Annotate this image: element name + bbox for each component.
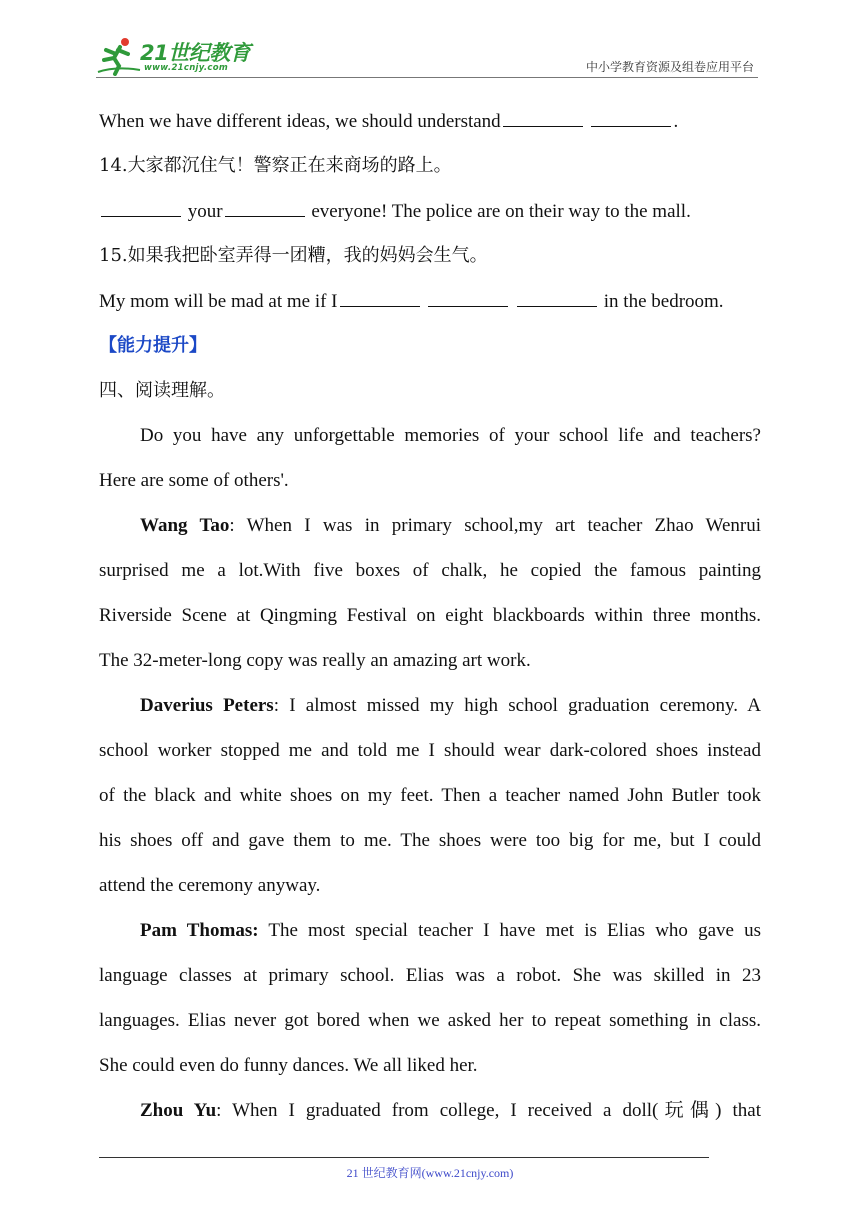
answer-blank <box>101 198 181 217</box>
answer-blank <box>517 288 597 307</box>
logo-text: 21世纪教育 <box>140 41 251 65</box>
answer-blank <box>591 108 671 127</box>
part-title: 四、阅读理解。 <box>99 380 225 401</box>
paragraph-line: surprised me a lot.With five boxes of chalk, he copied the famous painting <box>99 560 761 581</box>
q15-text-a: My mom will be mad at me if I <box>99 291 338 312</box>
header-tagline: 中小学教育资源及组卷应用平台 <box>585 60 754 74</box>
q14-text-a: your <box>187 201 223 222</box>
paragraph-line: She could even do funny dances. We all liked her. <box>99 1055 478 1076</box>
speaker-name: Zhou Yu <box>140 1100 217 1121</box>
footer-divider <box>99 1157 709 1158</box>
q14-text-b: everyone! The police are on their way to the mall. <box>311 201 691 222</box>
q14-english-line <box>99 198 761 225</box>
paragraph-line: attend the ceremony anyway. <box>99 875 321 896</box>
intro-line: Do you have any unforgettable memories of your school life and teachers? <box>140 425 761 446</box>
paragraph-line: Zhou Yu: When I graduated from college, I received a doll(玩偶) that <box>140 1100 761 1121</box>
q13-period: . <box>673 111 679 132</box>
speaker-name: Wang Tao <box>140 515 230 536</box>
paragraph-line: his shoes off and gave them to me. The shoes were too big for me, but I could <box>99 830 761 851</box>
q15-chinese: 15.如果我把卧室弄得一团糟，我的妈妈会生气。 <box>99 245 488 266</box>
site-logo <box>96 36 271 76</box>
header-divider <box>96 77 758 78</box>
paragraph-line: languages. Elias never got bored when we asked her to repeat something in class. <box>99 1010 761 1031</box>
logo-url: www.21cnjy.com <box>144 63 228 73</box>
speaker-name: Pam Thomas: <box>140 920 259 941</box>
paragraph-line: language classes at primary school. Elias was a robot. She was skilled in 23 <box>99 965 761 986</box>
paragraph-line: Wang Tao: When I was in primary school,my art teacher Zhao Wenrui <box>140 515 761 536</box>
q15-english-line <box>99 288 761 315</box>
intro-line: Here are some of others'. <box>99 470 289 491</box>
running-man-icon <box>96 36 142 76</box>
answer-blank <box>225 198 305 217</box>
paragraph-line: Daverius Peters: I almost missed my high school graduation ceremony. A <box>140 695 761 716</box>
q15-text-b: in the bedroom. <box>603 291 724 312</box>
answer-blank <box>503 108 583 127</box>
section-title: 【能力提升】 <box>99 335 207 356</box>
answer-blank <box>428 288 508 307</box>
page-header <box>96 30 758 78</box>
paragraph-line: of the black and white shoes on my feet. Then a teacher named John Butler took <box>99 785 761 806</box>
q13-text: When we have different ideas, we should understand <box>99 111 501 132</box>
paragraph-line: Riverside Scene at Qingming Festival on eight blackboards within three months. <box>99 605 761 626</box>
paragraph-line: Pam Thomas: The most special teacher I have met is Elias who gave us <box>140 920 761 941</box>
q13-english-line <box>99 108 761 135</box>
footer-text: 21 世纪教育网(www.21cnjy.com) <box>346 1166 514 1180</box>
paragraph-line: school worker stopped me and told me I should wear dark-colored shoes instead <box>99 740 761 761</box>
speaker-name: Daverius Peters <box>140 695 274 716</box>
paragraph-line: The 32-meter-long copy was really an amazing art work. <box>99 650 531 671</box>
answer-blank <box>340 288 420 307</box>
q14-chinese: 14.大家都沉住气！警察正在来商场的路上。 <box>99 155 452 176</box>
